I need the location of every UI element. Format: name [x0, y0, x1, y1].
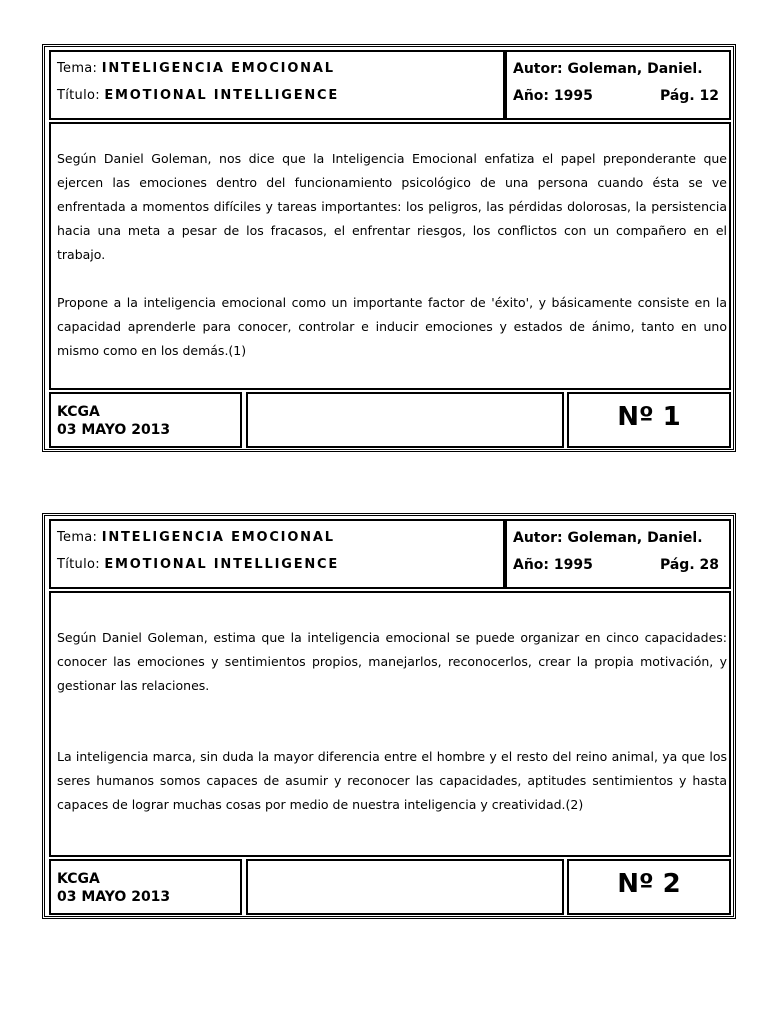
pagina-text: Pág. 28	[659, 557, 719, 573]
index-card-1	[42, 44, 736, 452]
card-number: Nº 2	[617, 869, 681, 899]
card-paragraph: Propone a la inteligencia emocional como un importante factor de 'éxito', y básicamente consiste en la capacidad aprenderle para conocer, controlar e inducir emociones y estados de ánimo, tanto en uno mismo como en los demás.(1)	[57, 295, 727, 358]
card-footer-author-code	[49, 859, 242, 915]
card-paragraph: Según Daniel Goleman, estima que la inteligencia emocional se puede organizar en cinco capacidades: conocer las emociones y sentimientos propios, manejarlos, reconocerlos, crear la propia motivación, y gestionar las relaciones.	[57, 630, 727, 693]
autor-text: Autor: Goleman, Daniel.	[513, 530, 703, 546]
tema-value: INTELIGENCIA EMOCIONAL	[101, 61, 335, 76]
titulo-value: EMOTIONAL INTELLIGENCE	[104, 557, 340, 572]
card-number: Nº 1	[617, 402, 681, 432]
tema-label: Tema:	[57, 61, 98, 76]
year-page-line	[513, 88, 719, 104]
card-header-topic	[49, 519, 505, 589]
index-card-2	[42, 513, 736, 919]
tema-line	[57, 61, 335, 76]
card-body	[49, 591, 731, 857]
card-footer-number	[567, 392, 731, 448]
tema-line	[57, 530, 335, 545]
card-header-reference	[505, 50, 731, 120]
anio-text: Año: 1995	[513, 557, 593, 573]
card-paragraph: Según Daniel Goleman, nos dice que la Inteligencia Emocional enfatiza el papel preponderante que ejercen las emociones dentro del funcionamiento psicológico de una persona cuando ésta se ve enfrentada a momentos difíciles y tareas importantes: los peligros, las pérdidas dolorosas, la persistencia hacia una meta a pesar de los fracasos, el enfrentar riesgos, los conflictos con un compañero en el trabajo.	[57, 151, 727, 262]
card-footer-blank	[246, 392, 564, 448]
autor-text: Autor: Goleman, Daniel.	[513, 61, 703, 77]
footer-date: 03 MAYO 2013	[57, 889, 171, 905]
titulo-label: Título:	[57, 557, 100, 572]
titulo-line	[57, 557, 339, 572]
card-footer-blank	[246, 859, 564, 915]
titulo-line	[57, 88, 339, 103]
year-page-line	[513, 557, 719, 573]
anio-text: Año: 1995	[513, 88, 593, 104]
footer-date: 03 MAYO 2013	[57, 422, 171, 438]
tema-label: Tema:	[57, 530, 98, 545]
pagina-text: Pág. 12	[659, 88, 719, 104]
card-body	[49, 122, 731, 390]
footer-code: KCGA	[57, 404, 100, 420]
card-header-topic	[49, 50, 505, 120]
footer-code: KCGA	[57, 871, 100, 887]
card-footer-author-code	[49, 392, 242, 448]
card-paragraph: La inteligencia marca, sin duda la mayor diferencia entre el hombre y el resto del reino animal, ya que los seres humanos somos capaces de asumir y reconocer las capacidades, aptitudes sentimientos y hasta capaces de lograr muchas cosas por medio de nuestra inteligencia y creatividad.(2)	[57, 749, 727, 812]
card-footer-number	[567, 859, 731, 915]
tema-value: INTELIGENCIA EMOCIONAL	[101, 530, 335, 545]
card-header-reference	[505, 519, 731, 589]
titulo-value: EMOTIONAL INTELLIGENCE	[104, 88, 340, 103]
titulo-label: Título:	[57, 88, 100, 103]
